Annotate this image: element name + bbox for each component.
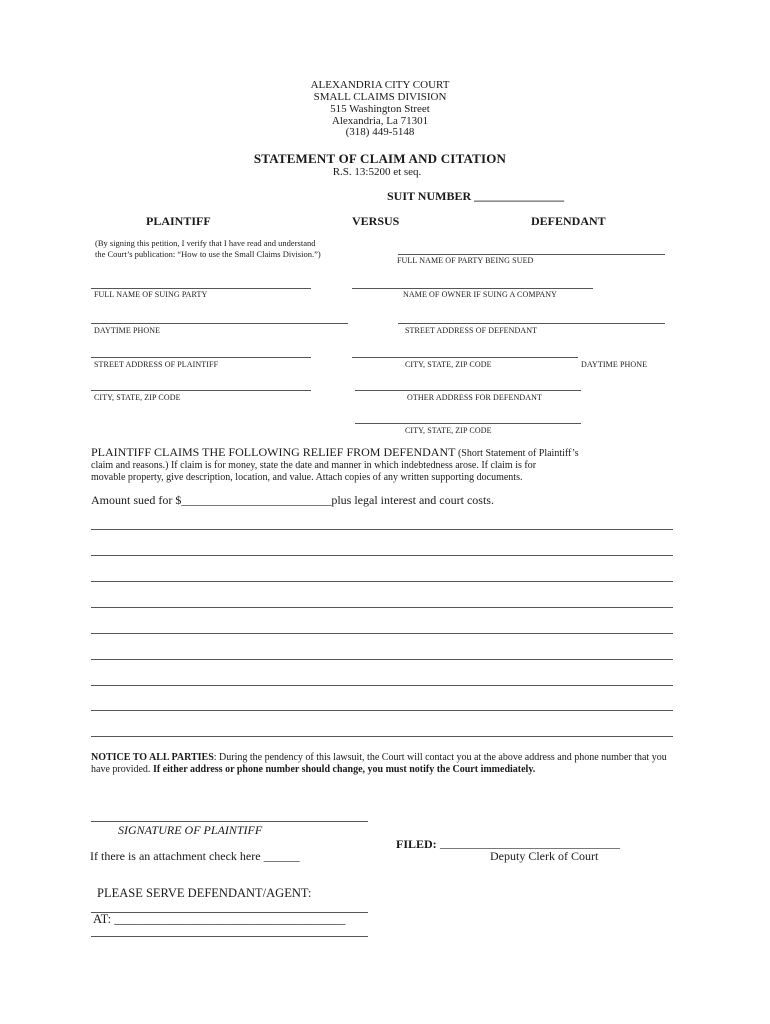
suit-number[interactable]: SUIT NUMBER _______________ bbox=[387, 189, 565, 203]
signature-label: SIGNATURE OF PLAINTIFF bbox=[118, 823, 263, 837]
filed-field[interactable]: ______________________________ bbox=[440, 836, 620, 850]
amount-sued-line bbox=[91, 493, 494, 508]
plaintiff-street-caption: STREET ADDRESS OF PLAINTIFF bbox=[94, 360, 219, 369]
notice-bold-text: If either address or phone number should change, you must notify the Court immediately. bbox=[150, 764, 536, 775]
court-phone: (318) 449-5148 bbox=[345, 126, 415, 138]
claim-text-line[interactable] bbox=[91, 529, 673, 530]
defendant-city-caption: CITY, STATE, ZIP CODE bbox=[405, 360, 492, 369]
amount-sued-suffix: plus legal interest and court costs. bbox=[331, 493, 494, 507]
court-division: SMALL CLAIMS DIVISION bbox=[313, 91, 447, 103]
claim-text-line[interactable] bbox=[91, 685, 673, 686]
serve-at-line bbox=[93, 912, 346, 927]
notice-to-parties bbox=[91, 752, 681, 776]
plaintiff-name-line[interactable] bbox=[91, 288, 311, 289]
defendant-city-line[interactable] bbox=[352, 357, 578, 358]
statute-ref: R.S. 13:5200 et seq. bbox=[332, 166, 422, 178]
notice-label: NOTICE TO ALL PARTIES bbox=[91, 752, 214, 763]
plaintiff-street-line[interactable] bbox=[91, 357, 311, 358]
plaintiff-name-caption: FULL NAME OF SUING PARTY bbox=[94, 290, 208, 299]
plaintiff-city-caption: CITY, STATE, ZIP CODE bbox=[94, 393, 181, 402]
court-city: Alexandria, La 71301 bbox=[331, 115, 429, 127]
claims-heading-paren: (Short Statement of Plaintiff’s bbox=[457, 448, 579, 459]
court-name: ALEXANDRIA CITY COURT bbox=[310, 79, 450, 91]
defendant-name-line[interactable] bbox=[398, 254, 665, 255]
signature-line[interactable] bbox=[91, 821, 368, 822]
plaintiff-heading: PLAINTIFF bbox=[146, 214, 211, 228]
court-street: 515 Washington Street bbox=[330, 103, 430, 115]
filed-label: FILED: bbox=[396, 837, 437, 851]
plaintiff-phone-line[interactable] bbox=[91, 323, 348, 324]
claim-text-line[interactable] bbox=[91, 659, 673, 660]
defendant-other-line[interactable] bbox=[355, 390, 581, 391]
claim-text-line[interactable] bbox=[91, 633, 673, 634]
serve-address-line[interactable] bbox=[91, 936, 368, 937]
amount-sued-field[interactable]: _________________________ bbox=[181, 493, 332, 507]
defendant-street-caption: STREET ADDRESS OF DEFENDANT bbox=[405, 326, 538, 335]
defendant-other-caption: OTHER ADDRESS FOR DEFENDANT bbox=[407, 393, 542, 402]
claim-text-line[interactable] bbox=[91, 555, 673, 556]
defendant-other-city-caption: CITY, STATE, ZIP CODE bbox=[405, 426, 492, 435]
claim-text-line[interactable] bbox=[91, 607, 673, 608]
claims-heading-line bbox=[91, 446, 579, 460]
verify-line-1: (By signing this petition, I verify that I have read and understand bbox=[95, 238, 316, 248]
claim-text-line[interactable] bbox=[91, 581, 673, 582]
serve-label: PLEASE SERVE DEFENDANT/AGENT: bbox=[97, 886, 312, 900]
plaintiff-phone-caption: DAYTIME PHONE bbox=[94, 326, 161, 335]
defendant-heading: DEFENDANT bbox=[531, 214, 606, 228]
amount-sued-prefix: Amount sued for $ bbox=[91, 493, 182, 507]
claims-heading: PLAINTIFF CLAIMS THE FOLLOWING RELIEF FROM DEFENDANT bbox=[91, 445, 456, 459]
owner-name-line[interactable] bbox=[352, 288, 593, 289]
claims-line-2: claim and reasons.) If claim is for money, state the date and manner in which indebtedness arose. If claim is for bbox=[91, 460, 537, 471]
defendant-phone-caption: DAYTIME PHONE bbox=[581, 360, 648, 369]
deputy-clerk-label: Deputy Clerk of Court bbox=[490, 849, 599, 863]
owner-name-caption: NAME OF OWNER IF SUING A COMPANY bbox=[403, 290, 558, 299]
versus-heading: VERSUS bbox=[352, 214, 400, 228]
claims-line-3: movable property, give description, location, and value. Attach copies of any written supporting documents. bbox=[91, 472, 523, 483]
form-title: STATEMENT OF CLAIM AND CITATION bbox=[253, 151, 507, 166]
defendant-name-caption: FULL NAME OF PARTY BEING SUED bbox=[397, 256, 534, 265]
verify-line-2: the Court’s publication: “How to use the Small Claims Division.”) bbox=[95, 249, 321, 259]
defendant-street-line[interactable] bbox=[398, 323, 665, 324]
serve-at-label: AT: bbox=[93, 912, 112, 926]
verify-note bbox=[95, 238, 395, 260]
notice-text: : During the pendency of this lawsuit, the Court will contact you at the above address and phone number that you have provided. bbox=[91, 752, 667, 775]
attachment-check[interactable]: If there is an attachment check here ______ bbox=[90, 849, 300, 863]
claim-text-line[interactable] bbox=[91, 736, 673, 737]
plaintiff-city-line[interactable] bbox=[91, 390, 311, 391]
serve-at-field[interactable]: _____________________________________ bbox=[114, 912, 346, 926]
defendant-other-city-line[interactable] bbox=[355, 423, 581, 424]
claim-text-line[interactable] bbox=[91, 710, 673, 711]
